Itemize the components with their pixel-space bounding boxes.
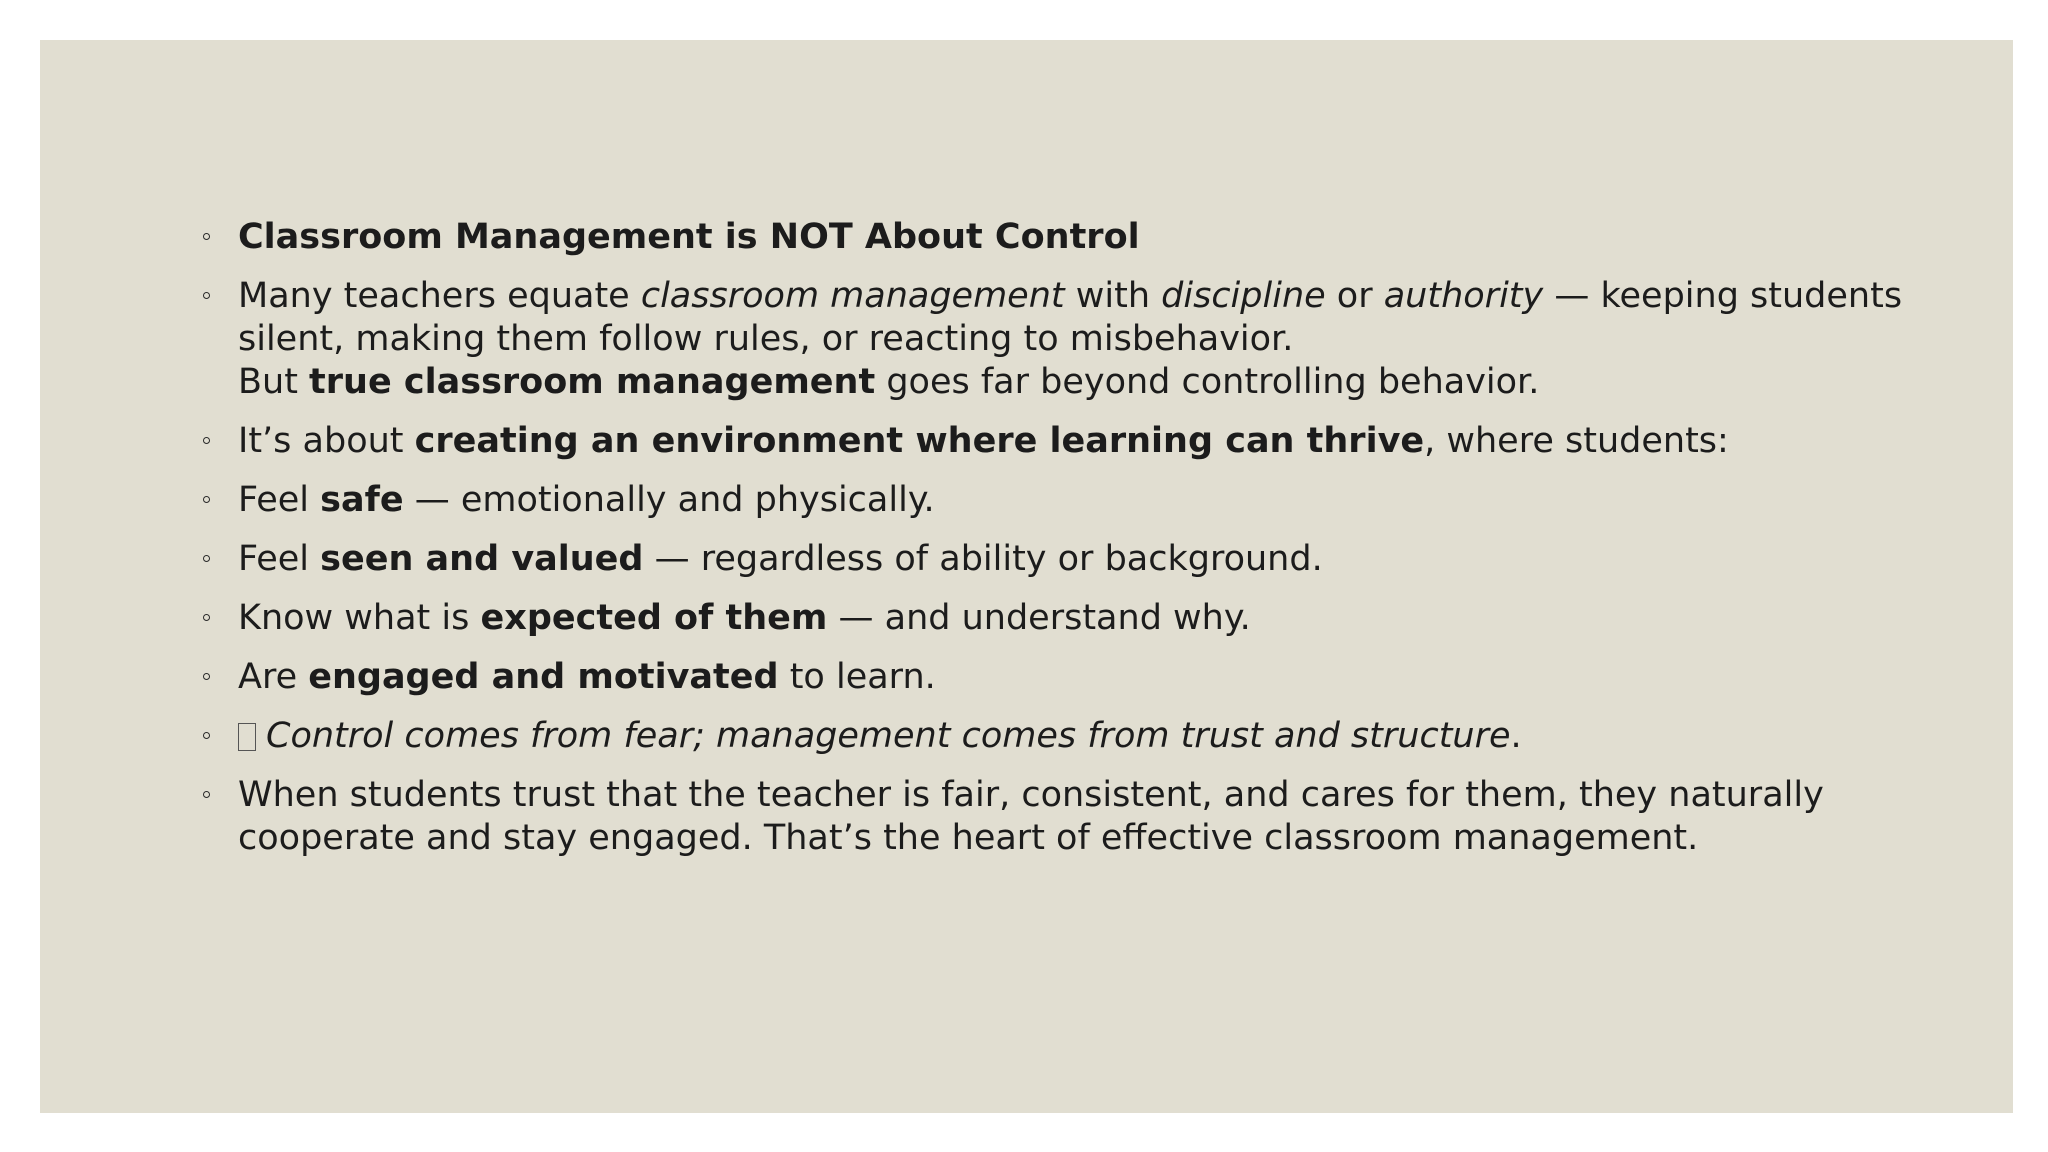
text-run: goes far beyond controlling behavior. xyxy=(875,362,1540,402)
bullet-item xyxy=(198,538,1918,581)
bullet-text-line xyxy=(238,538,1918,581)
bullet-text-line xyxy=(238,774,1918,817)
bold-text: engaged and motivated xyxy=(308,657,779,697)
italic-text: authority xyxy=(1383,276,1544,316)
text-run: Are xyxy=(238,657,309,697)
bullet-item xyxy=(198,656,1918,699)
bullet-item xyxy=(198,715,1918,758)
bullet-text-line xyxy=(238,275,1918,318)
text-run: cooperate and stay engaged. That’s the heart of effective classroom management. xyxy=(238,818,1699,858)
text-run: It’s about xyxy=(238,421,415,461)
text-run: Feel xyxy=(238,480,321,520)
text-run: But xyxy=(238,362,310,402)
text-run: — and understand why. xyxy=(827,598,1251,638)
text-run: Feel xyxy=(238,539,321,579)
text-run: When students trust that the teacher is fair, consistent, and cares for them, they naturally xyxy=(238,775,1824,815)
text-run: . xyxy=(1510,716,1522,756)
bullet-circle-icon xyxy=(203,496,210,503)
italic-text: discipline xyxy=(1161,276,1326,316)
bullet-circle-icon xyxy=(203,555,210,562)
bold-text: seen and valued xyxy=(320,539,644,579)
text-run: or xyxy=(1325,276,1384,316)
bullet-item xyxy=(198,774,1918,860)
bullet-list xyxy=(198,216,1918,876)
bold-text: expected of them xyxy=(480,598,828,638)
bullet-text-line xyxy=(238,715,1918,758)
text-run: silent, making them follow rules, or reacting to misbehavior. xyxy=(238,319,1294,359)
text-run: — keeping students xyxy=(1543,276,1903,316)
bullet-circle-icon xyxy=(203,791,210,798)
bullet-text-line xyxy=(238,361,1918,404)
bold-text: creating an environment where learning can thrive xyxy=(414,421,1425,461)
bold-text: true classroom management xyxy=(309,362,876,402)
bold-text: safe xyxy=(320,480,404,520)
italic-text: classroom management xyxy=(640,276,1065,316)
bullet-text-line xyxy=(238,656,1918,699)
missing-glyph-icon xyxy=(238,723,256,751)
bullet-text-line xyxy=(238,216,1918,259)
bullet-item xyxy=(198,275,1918,404)
bullet-text-line xyxy=(238,479,1918,522)
text-run: Know what is xyxy=(238,598,481,638)
bold-text: Classroom Management is NOT About Control xyxy=(238,217,1140,257)
bullet-text-line xyxy=(238,597,1918,640)
bullet-circle-icon xyxy=(203,673,210,680)
bullet-item xyxy=(198,479,1918,522)
text-run: — regardless of ability or background. xyxy=(643,539,1323,579)
bullet-text-line xyxy=(238,817,1918,860)
bullet-circle-icon xyxy=(203,732,210,739)
text-run: to learn. xyxy=(778,657,936,697)
bullet-circle-icon xyxy=(203,292,210,299)
bullet-circle-icon xyxy=(203,233,210,240)
text-run: — emotionally and physically. xyxy=(403,480,935,520)
slide-canvas xyxy=(40,40,2013,1113)
italic-text: Control comes from fear; management comes from trust and structure xyxy=(266,716,1511,756)
bullet-item xyxy=(198,216,1918,259)
bullet-item xyxy=(198,597,1918,640)
bullet-circle-icon xyxy=(203,614,210,621)
text-run: with xyxy=(1064,276,1162,316)
bullet-item xyxy=(198,420,1918,463)
text-run: , where students: xyxy=(1424,421,1729,461)
bullet-text-line xyxy=(238,318,1918,361)
bullet-circle-icon xyxy=(203,437,210,444)
text-run: Many teachers equate xyxy=(238,276,641,316)
bullet-text-line xyxy=(238,420,1918,463)
